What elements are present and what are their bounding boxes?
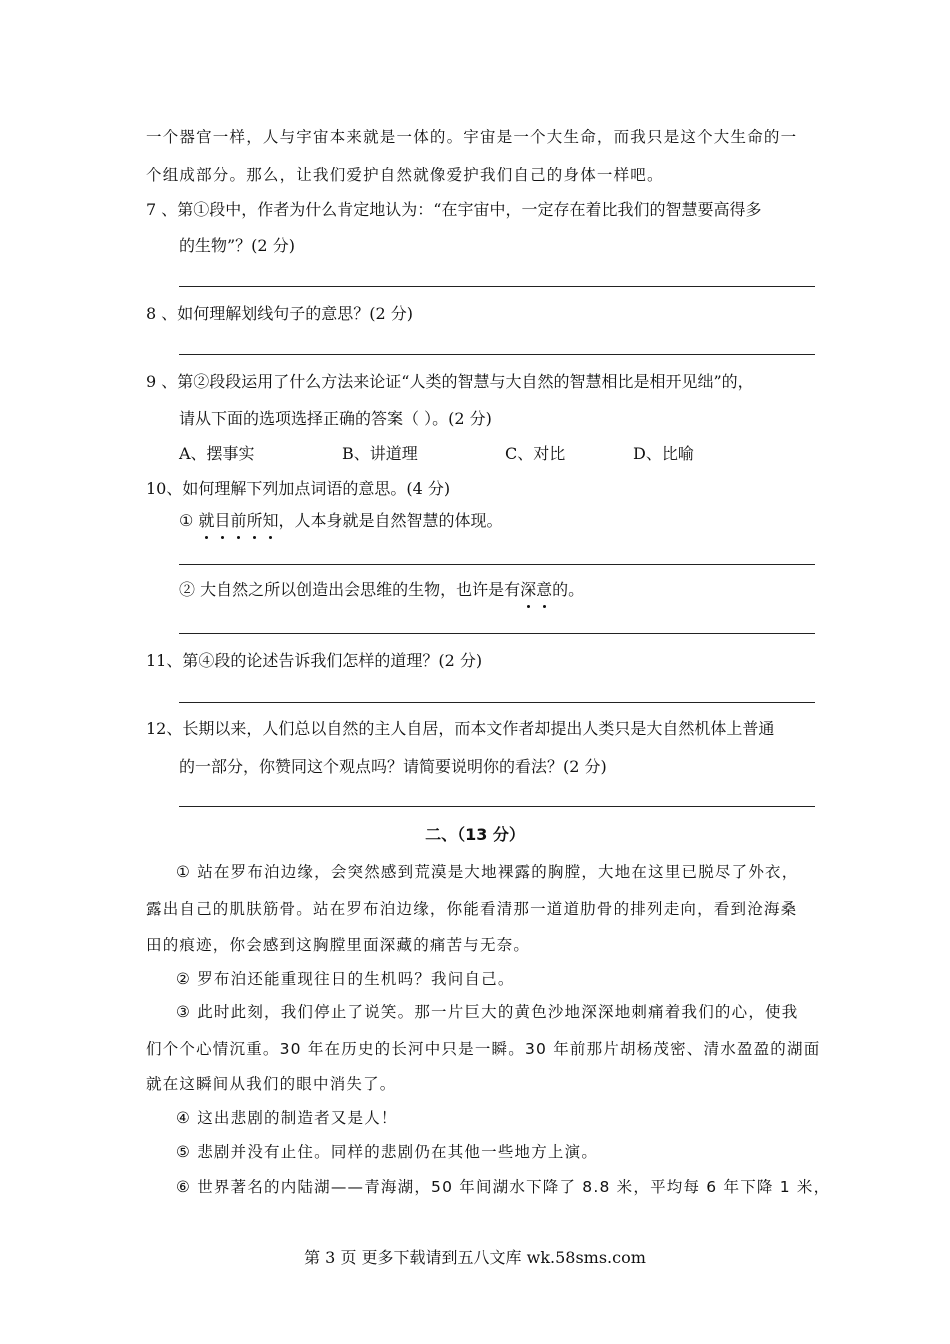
question-9: 9 、第②段段运用了什么方法来论证“人类的智慧与大自然的智慧相比是相开见绌”的， (146, 372, 754, 391)
section-title: 二、（13 分） (425, 825, 525, 844)
question-7-cont: 的生物”？(2 分) (179, 236, 295, 255)
dotted-char: 前 (230, 511, 247, 530)
question-8: 8 、如何理解划线句子的意思？(2 分) (146, 304, 414, 323)
dotted-char: 知 (262, 511, 279, 530)
passage-paragraph: ⑤ 悲剧并没有止住。同样的悲剧仍在其他一些地方上演。 (176, 1143, 599, 1161)
answer-line-q10-2[interactable] (179, 633, 815, 634)
passage-line: 一个器官一样，人与宇宙本来就是一体的。宇宙是一个大生命，而我只是这个大生命的一 (146, 128, 798, 146)
question-9-cont: 请从下面的选项选择正确的答案（ ）。(2 分) (179, 409, 492, 428)
passage-paragraph: 露出自己的肌肤筋骨。站在罗布泊边缘，你能看清那一道道肋骨的排列走向，看到沧海桑 (146, 900, 798, 918)
question-7: 7 、第①段中，作者为什么肯定地认为：“在宇宙中，一定存在着比我们的智慧要高得多 (146, 200, 762, 219)
passage-paragraph: ⑥ 世界著名的内陆湖——青海湖，50 年间湖水下降了 8.8 米，平均每 6 年下降 1 米， (176, 1178, 831, 1196)
question-10: 10、如何理解下列加点词语的意思。(4 分) (146, 479, 451, 498)
passage-paragraph: 就在这瞬间从我们的眼中消失了。 (146, 1075, 397, 1093)
dotted-char: 所 (246, 511, 263, 530)
passage-paragraph: ① 站在罗布泊边缘，会突然感到荒漠是大地裸露的胸膛，大地在这里已脱尽了外衣， (176, 863, 799, 881)
sub-prefix: ① (179, 511, 199, 530)
passage-line: 个组成部分。那么，让我们爱护自然就像爱护我们自己的身体一样吧。 (146, 166, 664, 184)
answer-line-q11[interactable] (179, 702, 815, 703)
question-12-cont: 的一部分，你赞同这个观点吗？请简要说明你的看法？(2 分) (179, 757, 607, 776)
question-9-options (179, 444, 694, 464)
page-footer: 第 3 页 更多下载请到五八文库 wk.58sms.com (304, 1248, 646, 1267)
option-a[interactable]: A、摆事实 (179, 444, 255, 463)
passage-paragraph: 们个个心情沉重。30 年在历史的长河中只是一瞬。30 年前那片胡杨茂密、清水盈盈的湖面 (146, 1040, 821, 1058)
question-11: 11、第④段的论述告诉我们怎样的道理？(2 分) (146, 651, 483, 670)
passage-paragraph: ② 罗布泊还能重现往日的生机吗？我问自己。 (176, 970, 515, 988)
sub-prefix: ② 大自然之所以创造出会思维的生物，也许是有 (179, 580, 521, 599)
question-10-sub-1 (179, 511, 503, 531)
question-10-sub-2 (179, 580, 584, 600)
dotted-char: 就 (198, 511, 215, 530)
answer-line-q7[interactable] (179, 286, 815, 287)
option-c[interactable]: C、对比 (505, 444, 566, 463)
question-12: 12、长期以来，人们总以自然的主人自居，而本文作者却提出人类只是大自然机体上普通 (146, 719, 775, 738)
passage-paragraph: ④ 这出悲剧的制造者又是人！ (176, 1109, 398, 1127)
answer-line-q12[interactable] (179, 806, 815, 807)
option-b[interactable]: B、讲道理 (342, 444, 418, 463)
answer-line-q8[interactable] (179, 354, 815, 355)
passage-paragraph: ③ 此时此刻，我们停止了说笑。那一片巨大的黄色沙地深深地刺痛着我们的心，使我 (176, 1003, 799, 1021)
option-d[interactable]: D、比喻 (633, 444, 694, 463)
passage-paragraph: 田的痕迹，你会感到这胸膛里面深藏的痛苦与无奈。 (146, 936, 531, 954)
dotted-char: 深 (520, 580, 537, 599)
dotted-char: 目 (214, 511, 231, 530)
sub-suffix: 的。 (552, 580, 585, 599)
dotted-char: 意 (536, 580, 553, 599)
answer-line-q10-1[interactable] (179, 564, 815, 565)
sub-suffix: ，人本身就是自然智慧的体现。 (278, 511, 503, 530)
